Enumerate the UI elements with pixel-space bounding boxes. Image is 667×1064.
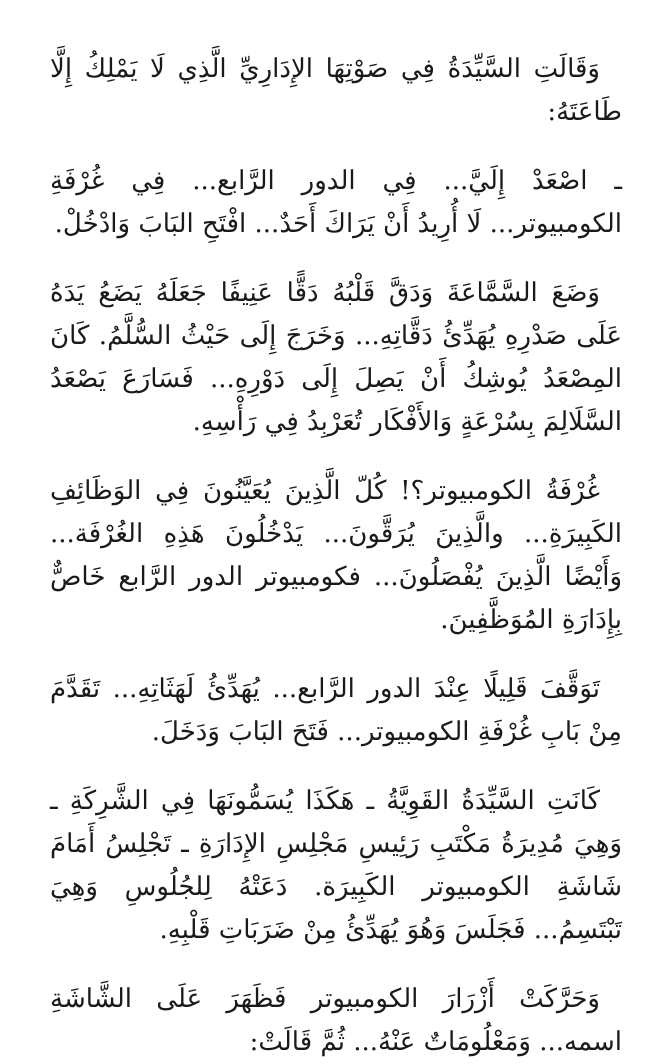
paragraph-4: غُرْفَةُ الكومبيوتر؟! كُلّ الَّذِينَ يُعَيَّنُونَ فِي الوَظَائِفِ الكَبِيرَةِ... والَّذِينَ يُرَقَّونَ... يَدْخُلُونَ هَذِهِ الغُرْفَة... وَأَيْضًا الَّذِينَ يُفْصَلُونَ... فكومبيوتر الدور الرَّابع خَاصٌّ بِإِدَارَةِ المُوَظَّفِينَ.	[50, 476, 622, 635]
paragraph-5: تَوَقَّفَ قَلِيلًا عِنْدَ الدور الرَّابع... يُهَدِّئُ لَهَثَاتِهِ... تَقَدَّمَ مِنْ بَابِ غُرْفَةِ الكومبيوتر... فَتَحَ البَابَ وَدَخَلَ.	[50, 674, 622, 747]
paragraph-2-dialogue: ـ اصْعَدْ إِلَيَّ... فِي الدور الرَّابع... فِي غُرْفَةِ الكومبيوتر... لَا أُرِيدُ أَنْ يَرَاكَ أَحَدٌ... افْتَحِ البَابَ وَادْخُلْ.	[50, 166, 622, 239]
page-text	[50, 48, 622, 1064]
paragraph-6: كَانَتِ السَّيِّدَةُ القَوِيَّةُ ـ هَكَذَا يُسَمُّونَهَا فِي الشَّرِكَةِ ـ وَهِيَ مُدِيرَةُ مَكْتَبِ رَئِيسِ مَجْلِسِ الإِدَارَةِ ـ تَجْلِسُ أَمَامَ شَاشَةِ الكومبيوتر الكَبِيرَة. دَعَتْهُ لِلجُلُوسِ وَهِيَ تَبْتَسِمُ... فَجَلَسَ وَهُوَ يُهَدِّئُ مِنْ ضَرَبَاتِ قَلْبِهِ.	[50, 786, 622, 945]
paragraph-7: وَحَرَّكَتْ أَزْرَارَ الكومبيوتر فَظَهَرَ عَلَى الشَّاشَةِ اسمه... وَمَعْلُومَاتٌ عَنْهُ... ثُمَّ قَالَتْ:	[50, 984, 622, 1057]
paragraph-3: وَضَعَ السَّمَّاعَةَ وَدَقَّ قَلْبُهُ دَقًّا عَنِيفًا جَعَلَهُ يَضَعُ يَدَهُ عَلَى صَدْرِهِ يُهَدِّئُ دَقَّاتِهِ... وَخَرَجَ إِلَى حَيْثُ السُّلَّمُ. كَانَ المِصْعَدُ يُوشِكُ أَنْ يَصِلَ إِلَى دَوْرِهِ... فَسَارَعَ يَصْعَدُ السَّلَالِمَ بِسُرْعَةٍ وَالأَفْكَار تُعَرْبِدُ فِي رَأْسِهِ.	[50, 278, 622, 437]
paragraph-1: وَقَالَتِ السَّيِّدَةُ فِي صَوْتِهَا الإِدَارِيِّ الَّذِي لَا يَمْلِكُ إِلَّا طَاعَتَهُ:	[50, 54, 622, 127]
